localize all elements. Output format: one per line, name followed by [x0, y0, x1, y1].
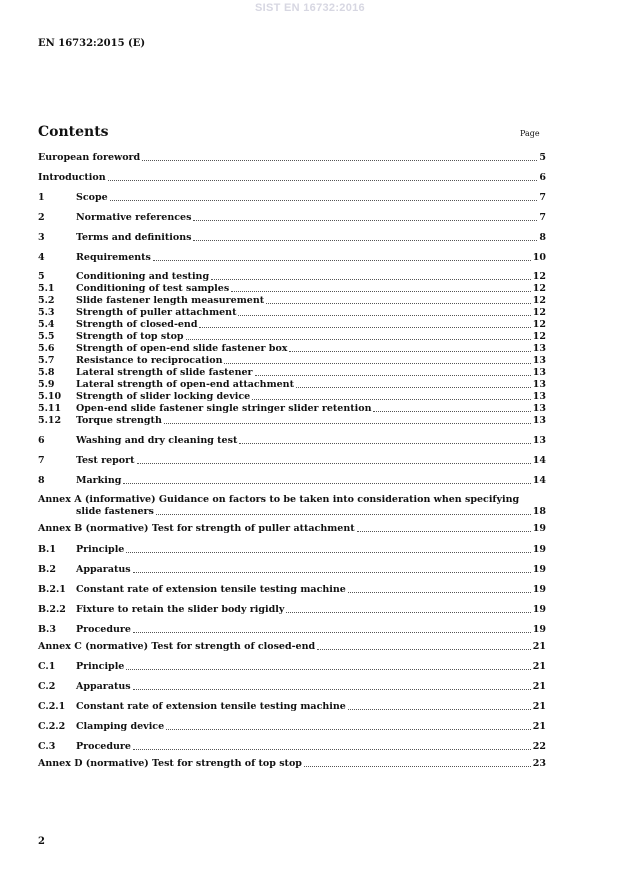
- leader-dots: [296, 387, 531, 388]
- toc-entry-title: Annex A (informative) Guidance on factors to be taken into consideration when specifying: [38, 494, 520, 505]
- toc-entry[interactable]: [38, 391, 546, 403]
- toc-entry-title: Apparatus: [76, 564, 131, 575]
- watermark: SIST EN 16732:2016: [255, 2, 365, 14]
- leader-dots: [224, 363, 530, 364]
- toc-entry-number: C.2.2: [38, 721, 66, 732]
- toc-entry-number: 5.2: [38, 295, 55, 306]
- toc-entry-title: Conditioning of test samples: [76, 283, 230, 294]
- toc-entry-title: Washing and dry cleaning test: [76, 435, 238, 446]
- toc-entry-title: Scope: [76, 192, 108, 203]
- toc-entry[interactable]: [38, 331, 546, 343]
- leader-dots: [357, 531, 531, 532]
- toc-entry-number: B.2: [38, 564, 56, 575]
- toc-entry-page: 13: [532, 355, 546, 366]
- toc-entry-title: Test report: [76, 455, 135, 466]
- toc-entry-title: Torque strength: [76, 415, 162, 426]
- toc-entry-title: Open-end slide fastener single stringer slider retention: [76, 403, 372, 414]
- toc-entry-page: 13: [532, 435, 546, 446]
- page-column-label: Page: [520, 129, 540, 138]
- toc-entry[interactable]: [38, 355, 546, 367]
- table-of-contents: [38, 152, 546, 770]
- leader-dots: [266, 303, 531, 304]
- toc-entry[interactable]: [38, 604, 546, 616]
- toc-entry-number: B.1: [38, 544, 56, 555]
- toc-entry-page: 14: [532, 455, 546, 466]
- toc-entry-page: 7: [539, 212, 546, 223]
- toc-entry-title: Annex C (normative) Test for strength of closed-end: [38, 641, 316, 652]
- toc-entry-number: 2: [38, 212, 45, 223]
- document-id: EN 16732:2015 (E): [38, 38, 146, 49]
- toc-entry[interactable]: [38, 343, 546, 355]
- toc-entry-number: 4: [38, 252, 45, 263]
- toc-entry-number: 1: [38, 192, 45, 203]
- leader-dots: [123, 483, 530, 484]
- toc-entry-number: 5.10: [38, 391, 62, 402]
- toc-entry-page: 18: [532, 506, 546, 517]
- toc-entry-number: 5.3: [38, 307, 55, 318]
- toc-entry[interactable]: [38, 415, 546, 427]
- toc-entry-page: 21: [532, 641, 546, 652]
- toc-entry-page: 12: [532, 319, 546, 330]
- toc-entry-title: Lateral strength of open-end attachment: [76, 379, 294, 390]
- toc-entry-title-continued: slide fasteners: [76, 506, 154, 517]
- leader-dots: [133, 749, 531, 750]
- leader-dots: [289, 351, 530, 352]
- toc-entry-number: 5.1: [38, 283, 55, 294]
- toc-entry-page: 19: [532, 564, 546, 575]
- toc-entry-number: 5.12: [38, 415, 62, 426]
- toc-entry-page: 12: [532, 295, 546, 306]
- leader-dots: [126, 552, 530, 553]
- leader-dots: [133, 572, 531, 573]
- toc-entry-number: 5.6: [38, 343, 55, 354]
- toc-entry-page: 19: [532, 624, 546, 635]
- toc-entry-number: C.2: [38, 681, 56, 692]
- toc-entry[interactable]: [38, 641, 546, 653]
- leader-dots: [286, 612, 530, 613]
- leader-dots: [153, 260, 531, 261]
- toc-entry-page: 22: [532, 741, 546, 752]
- leader-dots: [142, 160, 537, 161]
- toc-entry[interactable]: [38, 455, 546, 467]
- toc-entry[interactable]: [38, 584, 546, 596]
- toc-entry[interactable]: [38, 271, 546, 283]
- toc-entry-page: 6: [539, 172, 546, 183]
- toc-entry[interactable]: [38, 701, 546, 713]
- toc-entry-title: Introduction: [38, 172, 106, 183]
- toc-entry-page: 21: [532, 701, 546, 712]
- toc-entry-title: Strength of closed-end: [76, 319, 198, 330]
- leader-dots: [231, 291, 531, 292]
- toc-entry[interactable]: [38, 232, 546, 244]
- toc-entry-page: 8: [539, 232, 546, 243]
- toc-entry-title: Terms and definitions: [76, 232, 192, 243]
- toc-entry-title: Clamping device: [76, 721, 165, 732]
- page-number: 2: [38, 836, 45, 847]
- toc-entry-number: 3: [38, 232, 45, 243]
- leader-dots: [193, 240, 537, 241]
- toc-entry-title: Procedure: [76, 741, 131, 752]
- toc-entry-title: Marking: [76, 475, 122, 486]
- leader-dots: [348, 709, 531, 710]
- leader-dots: [110, 200, 538, 201]
- toc-entry-number: B.2.2: [38, 604, 66, 615]
- toc-entry[interactable]: [38, 152, 546, 164]
- toc-entry-title: Strength of slider locking device: [76, 391, 251, 402]
- leader-dots: [255, 375, 531, 376]
- toc-entry[interactable]: [38, 661, 546, 673]
- page-title: Contents: [38, 124, 109, 140]
- toc-entry-page: 14: [532, 475, 546, 486]
- toc-entry[interactable]: [38, 307, 546, 319]
- leader-dots: [156, 514, 531, 515]
- toc-entry-page: 13: [532, 403, 546, 414]
- toc-entry[interactable]: [38, 741, 546, 753]
- toc-entry-number: 5.9: [38, 379, 55, 390]
- toc-entry[interactable]: [38, 624, 546, 636]
- toc-entry-page: 19: [532, 584, 546, 595]
- toc-entry-page: 21: [532, 661, 546, 672]
- toc-entry-number: 8: [38, 475, 45, 486]
- toc-entry-page: 12: [532, 331, 546, 342]
- leader-dots: [166, 729, 531, 730]
- toc-entry-number: 5.5: [38, 331, 55, 342]
- leader-dots: [252, 399, 531, 400]
- toc-entry-title: Resistance to reciprocation: [76, 355, 223, 366]
- toc-entry-title: Strength of open-end slide fastener box: [76, 343, 288, 354]
- toc-entry-title: Strength of top stop: [76, 331, 184, 342]
- leader-dots: [193, 220, 537, 221]
- toc-entry-title: Constant rate of extension tensile testing machine: [76, 701, 346, 712]
- toc-entry-number: 5.11: [38, 403, 62, 414]
- toc-entry[interactable]: [38, 435, 546, 447]
- toc-entry-title: Constant rate of extension tensile testing machine: [76, 584, 346, 595]
- toc-entry-title: Fixture to retain the slider body rigidly: [76, 604, 285, 615]
- toc-entry[interactable]: [38, 523, 546, 535]
- toc-entry[interactable]: [38, 721, 546, 733]
- toc-entry-page: 10: [532, 252, 546, 263]
- toc-entry-page: 13: [532, 415, 546, 426]
- toc-entry[interactable]: [38, 192, 546, 204]
- toc-entry[interactable]: [38, 252, 546, 264]
- toc-entry[interactable]: [38, 544, 546, 556]
- toc-entry-number: 5.4: [38, 319, 55, 330]
- toc-entry-page: 12: [532, 307, 546, 318]
- leader-dots: [137, 463, 531, 464]
- toc-entry-number: 7: [38, 455, 45, 466]
- toc-entry[interactable]: [38, 564, 546, 576]
- toc-entry[interactable]: [38, 319, 546, 331]
- toc-entry-page: 13: [532, 379, 546, 390]
- toc-entry-title: Lateral strength of slide fastener: [76, 367, 253, 378]
- toc-entry-number: 5.7: [38, 355, 55, 366]
- toc-entry-number: C.2.1: [38, 701, 66, 712]
- toc-entry[interactable]: [38, 494, 546, 518]
- leader-dots: [108, 180, 538, 181]
- toc-entry-title: European foreword: [38, 152, 141, 163]
- toc-entry-page: 21: [532, 681, 546, 692]
- toc-entry[interactable]: [38, 403, 546, 415]
- toc-entry-title: Slide fastener length measurement: [76, 295, 265, 306]
- toc-entry-number: 5: [38, 271, 45, 282]
- toc-entry-title: Principle: [76, 544, 125, 555]
- toc-entry-page: 12: [532, 271, 546, 282]
- toc-entry[interactable]: [38, 379, 546, 391]
- leader-dots: [133, 632, 531, 633]
- leader-dots: [304, 766, 531, 767]
- toc-entry[interactable]: [38, 367, 546, 379]
- toc-entry-page: 13: [532, 367, 546, 378]
- toc-entry-page: 19: [532, 604, 546, 615]
- toc-entry-page: 12: [532, 283, 546, 294]
- toc-entry-title: Principle: [76, 661, 125, 672]
- leader-dots: [199, 327, 530, 328]
- toc-entry-title: Requirements: [76, 252, 151, 263]
- leader-dots: [211, 279, 531, 280]
- leader-dots: [186, 339, 531, 340]
- toc-entry-title: Apparatus: [76, 681, 131, 692]
- toc-entry-page: 7: [539, 192, 546, 203]
- toc-entry-page: 19: [532, 523, 546, 534]
- toc-entry-title: Conditioning and testing: [76, 271, 210, 282]
- toc-entry-number: B.3: [38, 624, 56, 635]
- toc-entry-page: 13: [532, 343, 546, 354]
- toc-entry[interactable]: [38, 681, 546, 693]
- toc-entry-number: B.2.1: [38, 584, 66, 595]
- toc-entry-page: 21: [532, 721, 546, 732]
- toc-entry-page: 13: [532, 391, 546, 402]
- toc-entry-page: 19: [532, 544, 546, 555]
- toc-entry-page: 23: [532, 758, 546, 769]
- toc-entry-number: 5.8: [38, 367, 55, 378]
- toc-entry-title: Strength of puller attachment: [76, 307, 237, 318]
- toc-entry[interactable]: [38, 212, 546, 224]
- toc-entry-page: 5: [539, 152, 546, 163]
- leader-dots: [238, 315, 530, 316]
- toc-entry[interactable]: [38, 172, 546, 184]
- leader-dots: [126, 669, 530, 670]
- leader-dots: [348, 592, 531, 593]
- toc-entry-title: Annex B (normative) Test for strength of puller attachment: [38, 523, 355, 534]
- toc-entry-number: 6: [38, 435, 45, 446]
- leader-dots: [133, 689, 531, 690]
- toc-entry-title: Procedure: [76, 624, 131, 635]
- toc-entry[interactable]: [38, 758, 546, 770]
- toc-entry[interactable]: [38, 283, 546, 295]
- leader-dots: [317, 649, 531, 650]
- leader-dots: [164, 423, 531, 424]
- toc-entry-title: Normative references: [76, 212, 192, 223]
- toc-entry-title: Annex D (normative) Test for strength of top stop: [38, 758, 302, 769]
- toc-entry-number: C.1: [38, 661, 56, 672]
- leader-dots: [239, 443, 530, 444]
- toc-entry-number: C.3: [38, 741, 56, 752]
- toc-entry[interactable]: [38, 475, 546, 487]
- toc-entry[interactable]: [38, 295, 546, 307]
- leader-dots: [373, 411, 530, 412]
